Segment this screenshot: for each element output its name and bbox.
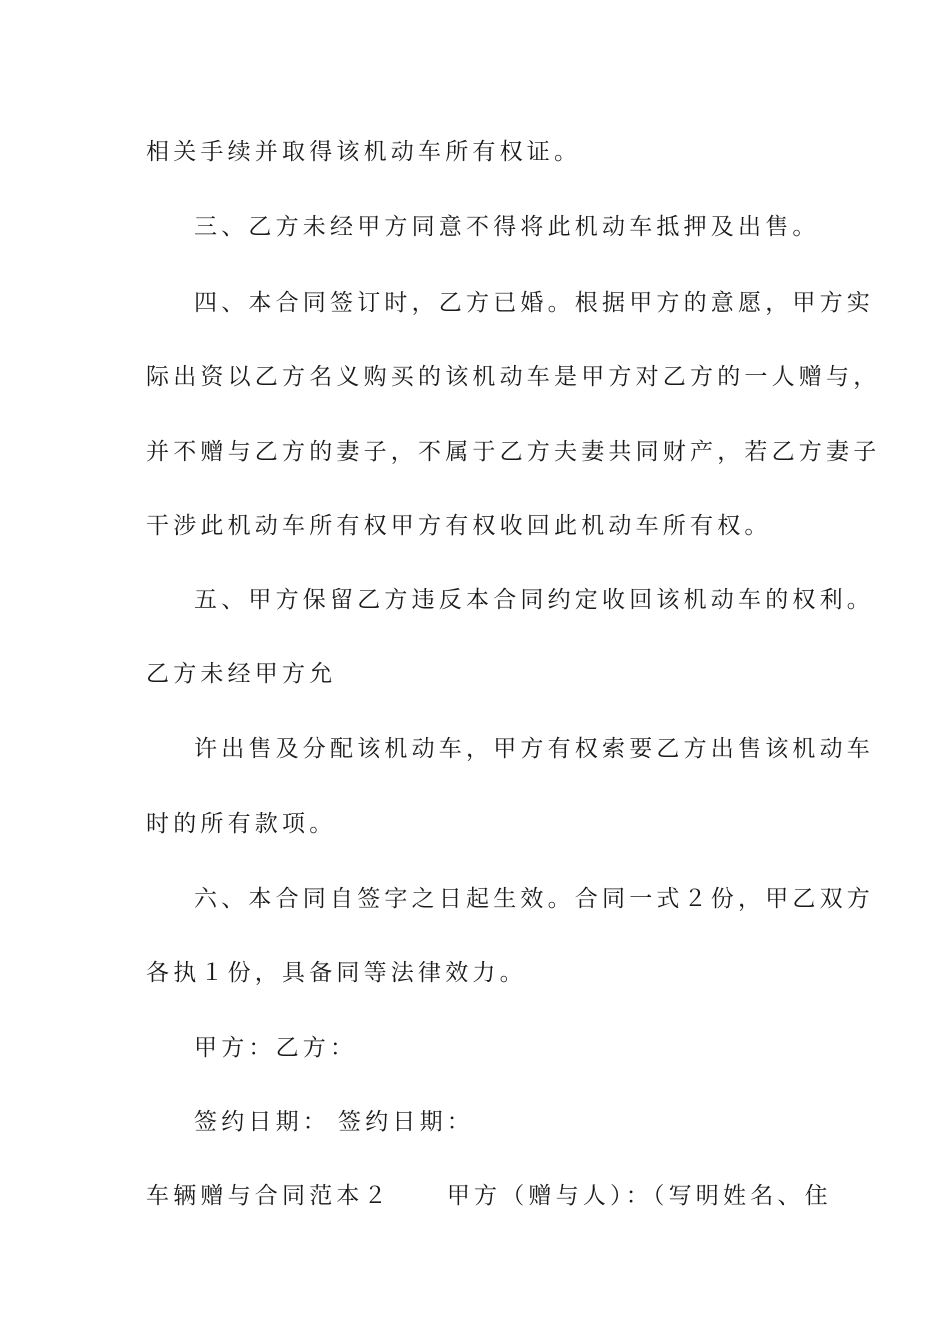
paragraph-line: 并不赠与乙方的妻子，不属于乙方夫妻共同财产，若乙方妻子	[146, 439, 881, 465]
sign-date-label: 签约日期：	[194, 1109, 330, 1135]
clause-four-start: 四、本合同签订时，乙方已婚。根据甲方的意愿，甲方实	[194, 290, 874, 316]
clause-three: 三、乙方未经甲方同意不得将此机动车抵押及出售。	[194, 214, 820, 240]
clause-six-start: 六、本合同自签字之日起生效。合同一式２份，甲乙双方	[194, 886, 874, 912]
template-first-line: 甲方（赠与人）：（写明姓名、住	[446, 1183, 832, 1209]
signature-dates	[194, 1107, 854, 1137]
sign-date-label: 签约日期：	[338, 1109, 474, 1135]
paragraph-line: 时的所有款项。	[146, 811, 337, 837]
signature-parties: 甲方：乙方：	[194, 1035, 358, 1061]
template-heading-line	[146, 1181, 832, 1211]
template-title: 车辆赠与合同范本２	[146, 1183, 391, 1209]
clause-five-start: 五、甲方保留乙方违反本合同约定收回该机动车的权利。	[194, 587, 874, 613]
paragraph-line: 许出售及分配该机动车，甲方有权索要乙方出售该机动车	[194, 736, 874, 762]
paragraph-line: 相关手续并取得该机动车所有权证。	[146, 139, 582, 165]
paragraph-line: 干涉此机动车所有权甲方有权收回此机动车所有权。	[146, 513, 772, 539]
paragraph-line: 际出资以乙方名义购买的该机动车是甲方对乙方的一人赠与，	[146, 364, 881, 390]
paragraph-line: 各执１份，具备同等法律效力。	[146, 960, 527, 986]
paragraph-line: 乙方未经甲方允	[146, 661, 337, 687]
